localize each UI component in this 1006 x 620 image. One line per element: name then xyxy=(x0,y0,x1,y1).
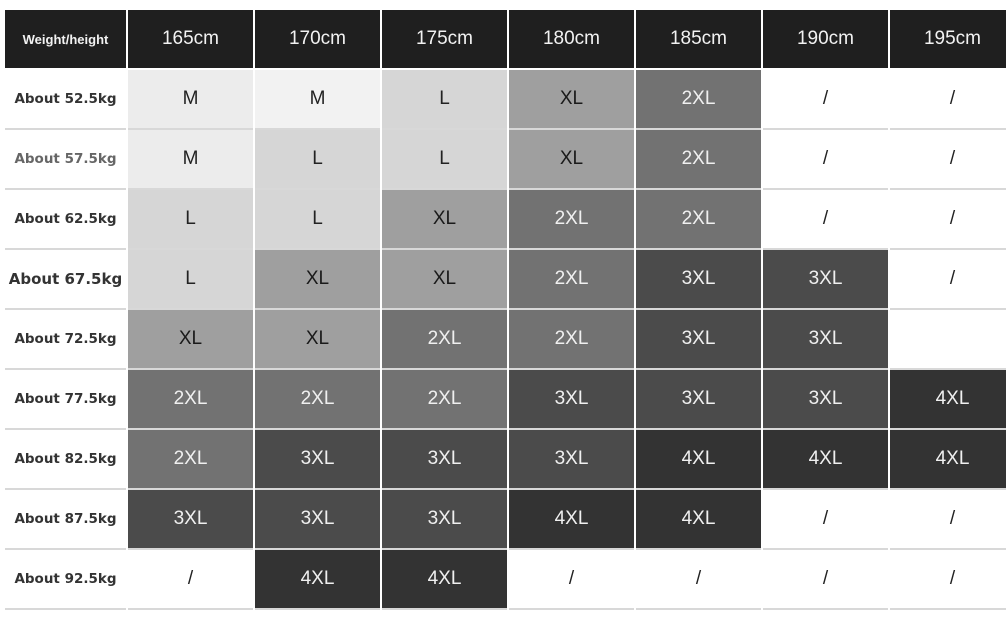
size-cell: 3XL xyxy=(382,430,507,490)
weight-label: About 72.5kg xyxy=(5,310,126,370)
size-cell: 3XL xyxy=(763,250,888,310)
height-header: 175cm xyxy=(382,10,507,70)
size-cell: / xyxy=(890,250,1006,310)
weight-label: About 82.5kg xyxy=(5,430,126,490)
size-cell: XL xyxy=(382,250,507,310)
size-cell: 2XL xyxy=(509,190,634,250)
weight-label: About 57.5kg xyxy=(5,130,126,190)
size-cell: 2XL xyxy=(255,370,380,430)
weight-label: About 67.5kg xyxy=(5,250,126,310)
size-cell: XL xyxy=(509,70,634,130)
weight-label: About 52.5kg xyxy=(5,70,126,130)
size-cell: / xyxy=(890,550,1006,610)
size-cell: 3XL xyxy=(382,490,507,550)
size-cell: / xyxy=(636,550,761,610)
size-cell: 3XL xyxy=(255,430,380,490)
size-cell: L xyxy=(128,190,253,250)
weight-label: About 92.5kg xyxy=(5,550,126,610)
size-cell: 2XL xyxy=(509,310,634,370)
height-header: 195cm xyxy=(890,10,1006,70)
size-cell: M xyxy=(255,70,380,130)
size-cell: / xyxy=(509,550,634,610)
size-cell: 2XL xyxy=(128,370,253,430)
weight-label: About 62.5kg xyxy=(5,190,126,250)
size-cell: 2XL xyxy=(509,250,634,310)
size-cell: L xyxy=(128,250,253,310)
size-cell: / xyxy=(890,70,1006,130)
size-cell: XL xyxy=(509,130,634,190)
size-cell: / xyxy=(890,190,1006,250)
size-cell: XL xyxy=(255,250,380,310)
size-cell: 4XL xyxy=(382,550,507,610)
size-cell: / xyxy=(890,490,1006,550)
weight-label: About 77.5kg xyxy=(5,370,126,430)
size-cell: XL xyxy=(382,190,507,250)
size-cell: 3XL xyxy=(763,370,888,430)
size-cell xyxy=(890,310,1006,370)
size-cell: L xyxy=(255,190,380,250)
size-cell: 4XL xyxy=(636,490,761,550)
size-cell: 2XL xyxy=(636,130,761,190)
size-cell: L xyxy=(255,130,380,190)
height-header: 185cm xyxy=(636,10,761,70)
size-cell: / xyxy=(763,550,888,610)
size-cell: 4XL xyxy=(636,430,761,490)
size-cell: 3XL xyxy=(636,370,761,430)
size-cell: 3XL xyxy=(509,430,634,490)
size-cell: L xyxy=(382,130,507,190)
size-cell: 3XL xyxy=(509,370,634,430)
size-cell: XL xyxy=(255,310,380,370)
size-cell: L xyxy=(382,70,507,130)
size-chart-table xyxy=(5,10,1006,610)
size-cell: XL xyxy=(128,310,253,370)
size-cell: / xyxy=(763,490,888,550)
size-cell: 2XL xyxy=(636,70,761,130)
corner-header: Weight/height xyxy=(5,10,126,70)
height-header: 190cm xyxy=(763,10,888,70)
size-cell: / xyxy=(763,70,888,130)
size-cell: 4XL xyxy=(763,430,888,490)
size-cell: 2XL xyxy=(382,310,507,370)
height-header: 170cm xyxy=(255,10,380,70)
size-cell: 3XL xyxy=(128,490,253,550)
size-cell: 4XL xyxy=(890,370,1006,430)
height-header: 180cm xyxy=(509,10,634,70)
height-header: 165cm xyxy=(128,10,253,70)
size-cell: 4XL xyxy=(890,430,1006,490)
size-cell: 3XL xyxy=(636,250,761,310)
size-cell: / xyxy=(763,190,888,250)
size-cell: 4XL xyxy=(255,550,380,610)
size-cell: 2XL xyxy=(636,190,761,250)
size-cell: M xyxy=(128,130,253,190)
size-cell: / xyxy=(763,130,888,190)
size-cell: M xyxy=(128,70,253,130)
size-cell: / xyxy=(128,550,253,610)
size-cell: 4XL xyxy=(509,490,634,550)
size-cell: 2XL xyxy=(382,370,507,430)
weight-label: About 87.5kg xyxy=(5,490,126,550)
size-cell: 2XL xyxy=(128,430,253,490)
size-cell: 3XL xyxy=(763,310,888,370)
size-cell: 3XL xyxy=(255,490,380,550)
size-cell: / xyxy=(890,130,1006,190)
size-cell: 3XL xyxy=(636,310,761,370)
